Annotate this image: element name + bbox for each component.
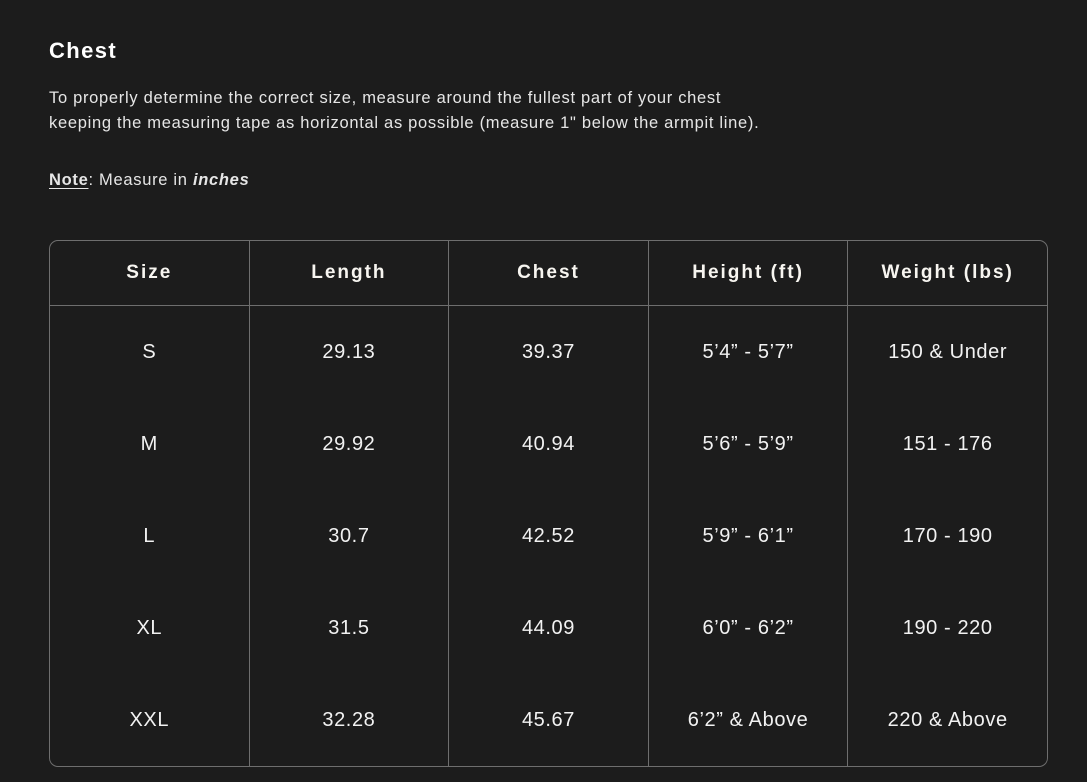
table-row [50,582,1047,674]
cell-length: 29.13 [249,306,449,399]
cell-chest: 40.94 [449,398,649,490]
table-row [50,398,1047,490]
cell-length: 29.92 [249,398,449,490]
header-row [50,241,1047,306]
cell-size: S [142,340,157,363]
column-header-height: Height (ft) [648,241,848,306]
description-paragraph [49,86,1048,136]
column-header-length: Length [249,241,449,306]
table-row [50,306,1047,399]
page-title: Chest [49,38,118,63]
table-header [50,241,1047,306]
cell-weight: 220 & Above [848,674,1047,766]
table-row [50,490,1047,582]
cell-height: 5’9” - 6’1” [648,490,848,582]
cell-size: L [143,524,156,547]
cell-height: 5’6” - 5’9” [648,398,848,490]
note-emphasis: inches [192,171,250,189]
cell-height: 5’4” - 5’7” [648,306,848,399]
size-chart-table [49,240,1048,767]
cell-size: XXL [129,708,170,731]
note-text: Measure in [93,171,193,189]
cell-size: XL [136,616,163,639]
cell-chest: 45.67 [449,674,649,766]
cell-size: M [140,432,158,455]
cell-weight: 190 - 220 [848,582,1047,674]
cell-weight: 151 - 176 [848,398,1047,490]
cell-height: 6’2” & Above [648,674,848,766]
cell-weight: 150 & Under [848,306,1047,399]
cell-chest: 42.52 [449,490,649,582]
note-separator: : [88,171,94,189]
cell-length: 32.28 [249,674,449,766]
column-header-chest: Chest [449,241,649,306]
note-label: Note [49,171,89,189]
table-body [50,306,1047,767]
column-header-weight: Weight (lbs) [848,241,1047,306]
cell-length: 30.7 [249,490,449,582]
description-line-1: To properly determine the correct size, measure around the fullest part of your chest [49,89,722,107]
cell-length: 31.5 [249,582,449,674]
size-table [50,241,1047,766]
cell-chest: 44.09 [449,582,649,674]
table-row [50,674,1047,766]
cell-height: 6’0” - 6’2” [648,582,848,674]
note-line [49,168,1048,193]
cell-chest: 39.37 [449,306,649,399]
description-line-2: keeping the measuring tape as horizontal as possible (measure 1" below the armpit line). [49,114,760,132]
cell-weight: 170 - 190 [848,490,1047,582]
column-header-size: Size [50,241,249,306]
